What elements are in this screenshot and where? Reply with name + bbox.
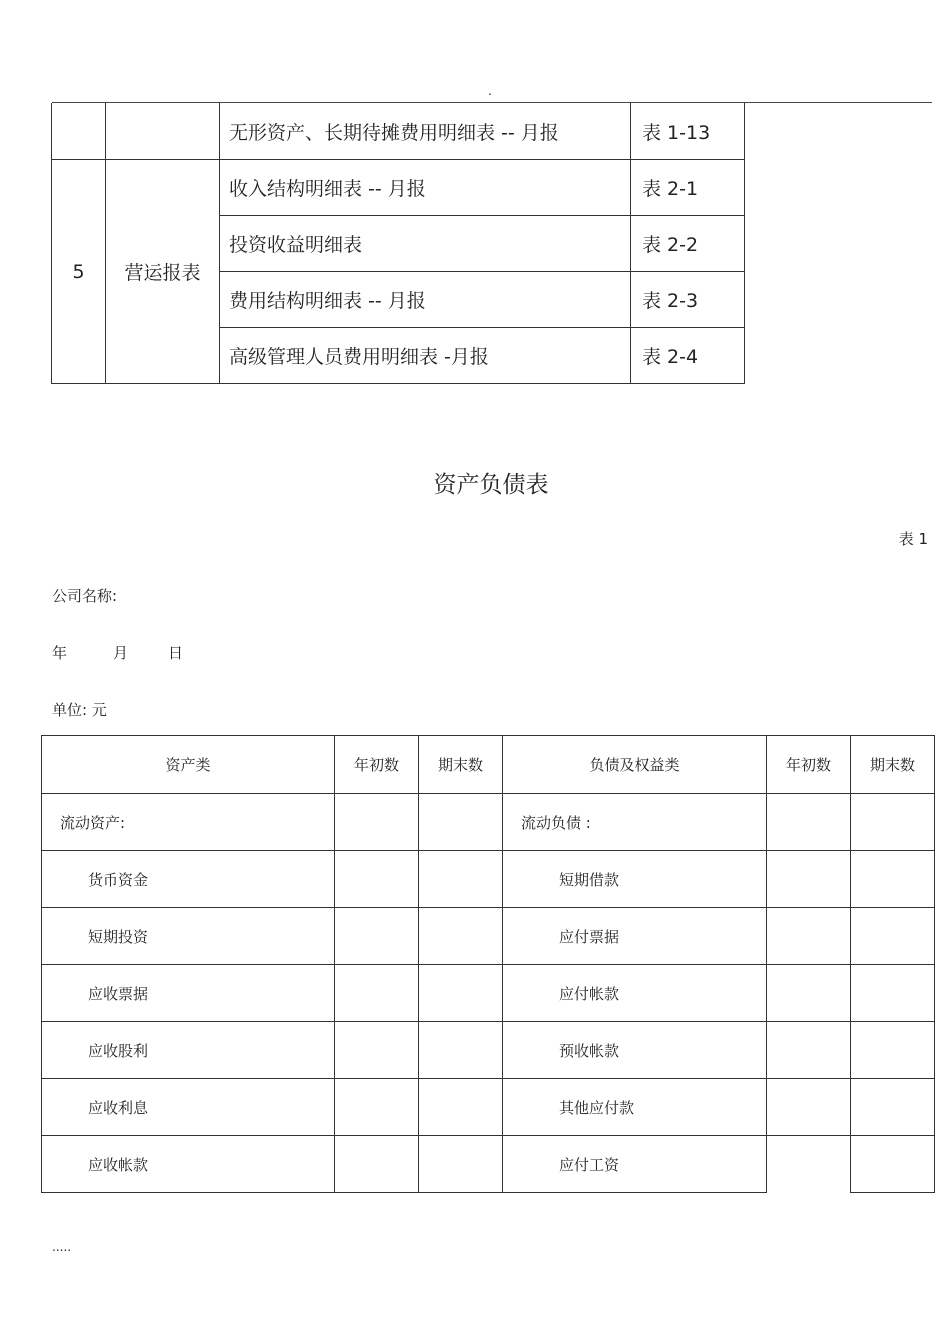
report-name: 高级管理人员费用明细表 -月报 (220, 328, 631, 384)
company-label: 公司名称: (52, 587, 118, 605)
header-liab-end: 期末数 (851, 736, 935, 794)
month-label: 月 (113, 644, 129, 662)
liability-end-cell (851, 1022, 935, 1079)
liability-end-cell (851, 1079, 935, 1136)
liability-begin-cell (767, 794, 851, 851)
asset-end-cell (419, 908, 503, 965)
asset-label: 货币资金 (42, 851, 335, 908)
asset-begin-cell (335, 1079, 419, 1136)
report-code: 表 2-3 (631, 272, 745, 328)
liability-label: 短期借款 (503, 851, 767, 908)
asset-label: 应收票据 (42, 965, 335, 1022)
report-name: 投资收益明细表 (220, 216, 631, 272)
liability-begin-cell (767, 1022, 851, 1079)
row-number (52, 103, 106, 160)
row-category (106, 103, 220, 160)
asset-end-cell (419, 794, 503, 851)
report-code: 表 1-13 (631, 103, 745, 160)
asset-label: 应收利息 (42, 1079, 335, 1136)
liability-label: 其他应付款 (503, 1079, 767, 1136)
liability-end-cell (851, 1136, 935, 1193)
table-row (42, 965, 935, 1022)
asset-begin-cell (335, 1136, 419, 1193)
report-code: 表 2-2 (631, 216, 745, 272)
liability-end-cell (851, 908, 935, 965)
table-row (42, 1022, 935, 1079)
report-name: 收入结构明细表 -- 月报 (220, 160, 631, 216)
liability-begin-cell (767, 965, 851, 1022)
header-liabilities: 负债及权益类 (503, 736, 767, 794)
asset-begin-cell (335, 1022, 419, 1079)
asset-end-cell (419, 1136, 503, 1193)
liability-label: 应付帐款 (503, 965, 767, 1022)
table-row (42, 1079, 935, 1136)
footer-ellipsis: ..... (52, 1240, 72, 1254)
header-liab-begin: 年初数 (767, 736, 851, 794)
liability-begin-cell (767, 851, 851, 908)
liability-label: 应付工资 (503, 1136, 767, 1193)
table-row (42, 851, 935, 908)
asset-label: 流动资产: (42, 794, 335, 851)
report-name: 无形资产、长期待摊费用明细表 -- 月报 (220, 103, 631, 160)
asset-end-cell (419, 965, 503, 1022)
liability-label: 流动负债 : (503, 794, 767, 851)
asset-begin-cell (335, 908, 419, 965)
row-number: 5 (52, 160, 106, 384)
liability-label: 应付票据 (503, 908, 767, 965)
page-title: 资产负债表 (433, 472, 549, 498)
table-row (42, 794, 935, 851)
liability-end-cell (851, 794, 935, 851)
asset-begin-cell (335, 794, 419, 851)
report-code: 表 2-1 (631, 160, 745, 216)
liability-begin-cell (767, 1079, 851, 1136)
asset-end-cell (419, 851, 503, 908)
date-line (52, 642, 183, 663)
year-label: 年 (52, 644, 68, 662)
liability-label: 预收帐款 (503, 1022, 767, 1079)
table-row (52, 160, 745, 216)
header-assets: 资产类 (42, 736, 335, 794)
header-dot: . (488, 84, 492, 98)
table-header-row (42, 736, 935, 794)
table-code: 表 1 (898, 530, 928, 548)
table-row (52, 103, 745, 160)
table-row (42, 908, 935, 965)
table-row (42, 1136, 935, 1193)
row-category: 营运报表 (106, 160, 220, 384)
balance-sheet-table (41, 735, 935, 1193)
liability-end-cell (851, 851, 935, 908)
asset-begin-cell (335, 851, 419, 908)
asset-label: 应收股利 (42, 1022, 335, 1079)
unit-label: 单位: 元 (52, 701, 107, 719)
liability-end-cell (851, 965, 935, 1022)
liability-begin-cell (767, 1136, 851, 1193)
report-index-table (51, 103, 745, 384)
asset-end-cell (419, 1022, 503, 1079)
header-assets-end: 期末数 (419, 736, 503, 794)
liability-begin-cell (767, 908, 851, 965)
asset-label: 短期投资 (42, 908, 335, 965)
asset-end-cell (419, 1079, 503, 1136)
asset-label: 应收帐款 (42, 1136, 335, 1193)
report-name: 费用结构明细表 -- 月报 (220, 272, 631, 328)
day-label: 日 (168, 644, 184, 662)
asset-begin-cell (335, 965, 419, 1022)
header-assets-begin: 年初数 (335, 736, 419, 794)
report-code: 表 2-4 (631, 328, 745, 384)
